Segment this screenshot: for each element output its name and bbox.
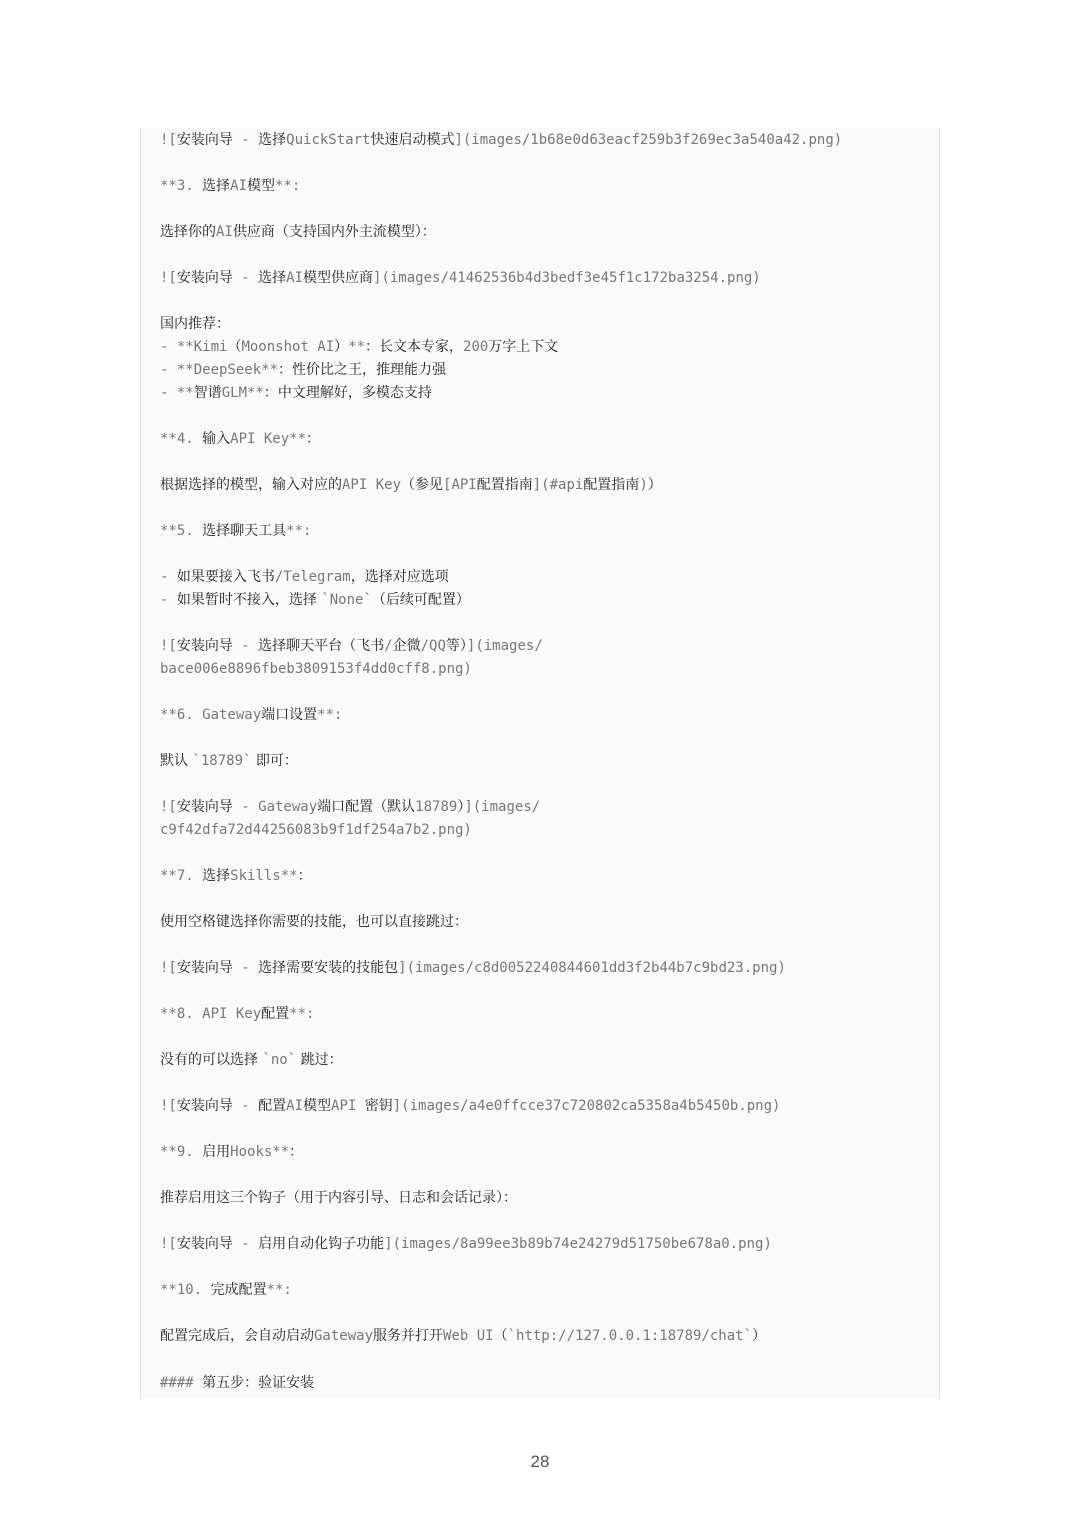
line-text: 安装向导 bbox=[176, 132, 233, 148]
line-text: 快速启动模式 bbox=[370, 132, 455, 148]
content-line bbox=[160, 267, 761, 290]
markdown-syntax: ](images/41462536b4d3bedf3e45f1c172ba3254.png) bbox=[373, 270, 761, 286]
markdown-syntax: ![ bbox=[160, 960, 177, 976]
markdown-syntax: ](images/8a99ee3b89b74e24279d51750be678a0.png) bbox=[384, 1236, 772, 1252]
line-text: 根据选择的模型，输入对应的 bbox=[160, 477, 342, 493]
line-text: （后续可配置） bbox=[371, 592, 470, 608]
markdown-syntax: 18789 bbox=[415, 799, 458, 815]
line-text: 选择 bbox=[258, 132, 287, 148]
markdown-syntax: - ** bbox=[160, 385, 194, 401]
content-line bbox=[160, 129, 842, 152]
markdown-syntax: ** bbox=[348, 339, 366, 355]
markdown-syntax: - bbox=[232, 270, 259, 286]
content-line bbox=[160, 1049, 343, 1072]
markdown-syntax: ![ bbox=[160, 132, 177, 148]
content-line bbox=[160, 313, 230, 336]
markdown-syntax: QuickStart bbox=[286, 132, 371, 148]
line-text: （参见 bbox=[401, 477, 444, 493]
content-line bbox=[160, 428, 320, 451]
line-text: 等） bbox=[445, 638, 467, 654]
markdown-syntax: ](images/c8d0052240844601dd3f2b44b7c9bd23.png) bbox=[398, 960, 786, 976]
line-text: 跳过： bbox=[296, 1052, 343, 1068]
line-text: 选择 bbox=[258, 270, 287, 286]
markdown-syntax: `18789` bbox=[192, 753, 252, 769]
line-text: 企微 bbox=[392, 638, 421, 654]
content-line bbox=[160, 1325, 766, 1348]
line-text: ） bbox=[752, 1328, 767, 1344]
content-line bbox=[160, 1233, 772, 1256]
content-line bbox=[160, 796, 540, 819]
markdown-syntax: API Key bbox=[342, 477, 402, 493]
markdown-syntax: API bbox=[331, 1098, 365, 1114]
line-text: 模型供应商 bbox=[303, 270, 374, 286]
markdown-syntax: - bbox=[160, 592, 177, 608]
markdown-syntax: AI bbox=[230, 178, 248, 194]
line-text: 万字上下文 bbox=[488, 339, 559, 355]
content-line bbox=[160, 635, 543, 658]
markdown-syntax: **: bbox=[289, 1006, 315, 1022]
markdown-syntax: `http://127.0.0.1:18789/chat` bbox=[507, 1328, 753, 1344]
line-text: 安装向导 bbox=[176, 1236, 233, 1252]
line-text: 选择 bbox=[202, 178, 231, 194]
content-line bbox=[160, 1372, 314, 1395]
content-line bbox=[160, 566, 449, 589]
line-text: 供应商（支持国内外主流模型）： bbox=[232, 224, 436, 240]
line-text: 选择聊天平台（飞书 bbox=[258, 638, 385, 654]
content-line bbox=[160, 589, 470, 612]
markdown-syntax: ![ bbox=[160, 1236, 177, 1252]
content-line bbox=[160, 1095, 780, 1118]
markdown-syntax: ](images/a4e0ffcce37c720802ca5358a4b5450b.png) bbox=[392, 1098, 781, 1114]
line-text: 第五步：验证安装 bbox=[202, 1375, 315, 1391]
line-text: 配置完成后，会自动启动 bbox=[160, 1328, 314, 1344]
line-text: 没有的可以选择 bbox=[160, 1052, 263, 1068]
line-text: 密钥 bbox=[364, 1098, 393, 1114]
content-line bbox=[160, 865, 312, 888]
content-line bbox=[160, 957, 786, 980]
markdown-syntax: ](images/1b68e0d63eacf259b3f269ec3a540a42.png) bbox=[454, 132, 843, 148]
markdown-syntax: ](#api bbox=[532, 477, 584, 493]
markdown-syntax: Hooks** bbox=[230, 1144, 290, 1160]
markdown-syntax: **9. bbox=[160, 1144, 203, 1160]
markdown-syntax: - bbox=[232, 960, 259, 976]
markdown-syntax: - **DeepSeek** bbox=[160, 362, 279, 378]
markdown-syntax: Moonshot AI bbox=[241, 339, 335, 355]
markdown-syntax: ![ bbox=[160, 638, 177, 654]
markdown-syntax: ](images/ bbox=[466, 638, 543, 654]
markdown-syntax: #### bbox=[160, 1375, 203, 1391]
content-line bbox=[160, 382, 432, 405]
markdown-syntax: `no` bbox=[262, 1052, 297, 1068]
content-line bbox=[160, 175, 300, 198]
markdown-syntax: [API bbox=[443, 477, 477, 493]
content-line bbox=[160, 1279, 292, 1302]
line-text: ） bbox=[647, 477, 662, 493]
line-text: ：长文本专家， bbox=[365, 339, 464, 355]
markdown-syntax: - bbox=[232, 1236, 259, 1252]
line-text: 安装向导 bbox=[176, 799, 233, 815]
markdown-syntax: `None` bbox=[321, 592, 372, 608]
line-text: 服务并打开 bbox=[373, 1328, 444, 1344]
content-line bbox=[160, 911, 468, 934]
line-text: 如果暂时不接入，选择 bbox=[176, 592, 322, 608]
markdown-syntax: Skills** bbox=[230, 868, 298, 884]
markdown-syntax: **3. bbox=[160, 178, 203, 194]
line-text: ：性价比之王，推理能力强 bbox=[278, 362, 447, 378]
markdown-syntax: AI bbox=[216, 224, 233, 240]
markdown-syntax: **: bbox=[275, 178, 301, 194]
line-text: 选择聊天工具 bbox=[202, 523, 287, 539]
page-number: 28 bbox=[530, 1452, 550, 1471]
markdown-syntax: **5. bbox=[160, 523, 203, 539]
markdown-syntax: ![ bbox=[160, 1098, 177, 1114]
line-text: （ bbox=[227, 339, 242, 355]
content-line bbox=[160, 658, 472, 681]
line-text: 端口设置 bbox=[261, 707, 318, 723]
markdown-syntax: /Telegram bbox=[274, 569, 351, 585]
content-line bbox=[160, 336, 558, 359]
line-text: 配置 bbox=[261, 1006, 290, 1022]
markdown-syntax: **: bbox=[286, 523, 312, 539]
line-text: 启用自动化钩子功能 bbox=[258, 1236, 385, 1252]
line-text: ：中文理解好，多模态支持 bbox=[263, 385, 432, 401]
markdown-syntax: - **Kimi bbox=[160, 339, 228, 355]
line-text: ： bbox=[297, 868, 312, 884]
content-line bbox=[160, 520, 311, 543]
line-text: 选择需要安装的技能包 bbox=[258, 960, 399, 976]
line-text: ： bbox=[289, 1144, 304, 1160]
line-text: 推荐启用这三个钩子（用于内容引导、日志和会话记录）： bbox=[160, 1190, 517, 1206]
markdown-syntax: AI bbox=[286, 1098, 304, 1114]
line-text: 安装向导 bbox=[176, 960, 233, 976]
line-text: 智谱 bbox=[193, 385, 222, 401]
line-text: 即可： bbox=[251, 753, 298, 769]
line-text: 选择 bbox=[202, 868, 231, 884]
markdown-syntax: bace006e8896fbeb3809153f4dd0cff8.png) bbox=[160, 661, 472, 677]
markdown-syntax: **8. API Key bbox=[160, 1006, 262, 1022]
line-text: 选择你的 bbox=[160, 224, 216, 240]
line-text: 启用 bbox=[202, 1144, 231, 1160]
markdown-syntax: **6. Gateway bbox=[160, 707, 262, 723]
line-text: 安装向导 bbox=[176, 638, 233, 654]
line-text: ） bbox=[457, 799, 465, 815]
markdown-syntax: **: bbox=[317, 707, 343, 723]
markdown-syntax: - Gateway bbox=[232, 799, 318, 815]
markdown-syntax: API Key** bbox=[230, 431, 307, 447]
markdown-syntax: - bbox=[160, 569, 177, 585]
content-line bbox=[160, 359, 446, 382]
line-text: ： bbox=[306, 431, 321, 447]
markdown-syntax: **4. bbox=[160, 431, 203, 447]
markdown-syntax: ![ bbox=[160, 799, 177, 815]
line-text: 默认 bbox=[160, 753, 193, 769]
markdown-syntax: - bbox=[232, 132, 259, 148]
markdown-syntax: AI bbox=[286, 270, 304, 286]
markdown-syntax: - bbox=[232, 638, 259, 654]
markdown-syntax: GLM** bbox=[221, 385, 264, 401]
line-text: 完成配置 bbox=[210, 1282, 267, 1298]
content-line bbox=[160, 1003, 314, 1026]
markdown-syntax: - bbox=[232, 1098, 259, 1114]
markdown-syntax: **10. bbox=[160, 1282, 211, 1298]
line-text: 配置指南 bbox=[583, 477, 640, 493]
line-text: ） bbox=[334, 339, 349, 355]
line-text: 输入 bbox=[202, 431, 231, 447]
content-line bbox=[160, 221, 436, 244]
line-text: 配置指南 bbox=[476, 477, 533, 493]
markdown-syntax: Gateway bbox=[314, 1328, 374, 1344]
markdown-syntax: / bbox=[384, 638, 393, 654]
line-text: ，选择对应选项 bbox=[350, 569, 449, 585]
markdown-syntax: ](images/ bbox=[464, 799, 541, 815]
markdown-syntax: Web UI bbox=[443, 1328, 494, 1344]
markdown-syntax: ) bbox=[639, 477, 648, 493]
content-line bbox=[160, 819, 472, 842]
content-line bbox=[160, 474, 662, 497]
line-text: （ bbox=[493, 1328, 508, 1344]
content-line bbox=[160, 1187, 517, 1210]
markdown-syntax: ![ bbox=[160, 270, 177, 286]
content-line bbox=[160, 750, 298, 773]
content-line bbox=[160, 1141, 303, 1164]
markdown-syntax: 200 bbox=[463, 339, 489, 355]
line-text: 端口配置（默认 bbox=[317, 799, 416, 815]
content-line bbox=[160, 704, 342, 727]
markdown-syntax: c9f42dfa72d44256083b9f1df254a7b2.png) bbox=[160, 822, 472, 838]
markdown-syntax: **7. bbox=[160, 868, 203, 884]
line-text: 如果要接入飞书 bbox=[176, 569, 275, 585]
line-text: 模型 bbox=[247, 178, 276, 194]
line-text: 使用空格键选择你需要的技能，也可以直接跳过： bbox=[160, 914, 468, 930]
line-text: 模型 bbox=[303, 1098, 332, 1114]
line-text: 安装向导 bbox=[176, 270, 233, 286]
line-text: 国内推荐： bbox=[160, 316, 230, 332]
line-text: 配置 bbox=[258, 1098, 287, 1114]
markdown-syntax: /QQ bbox=[420, 638, 446, 654]
markdown-syntax: **: bbox=[266, 1282, 292, 1298]
line-text: 安装向导 bbox=[176, 1098, 233, 1114]
